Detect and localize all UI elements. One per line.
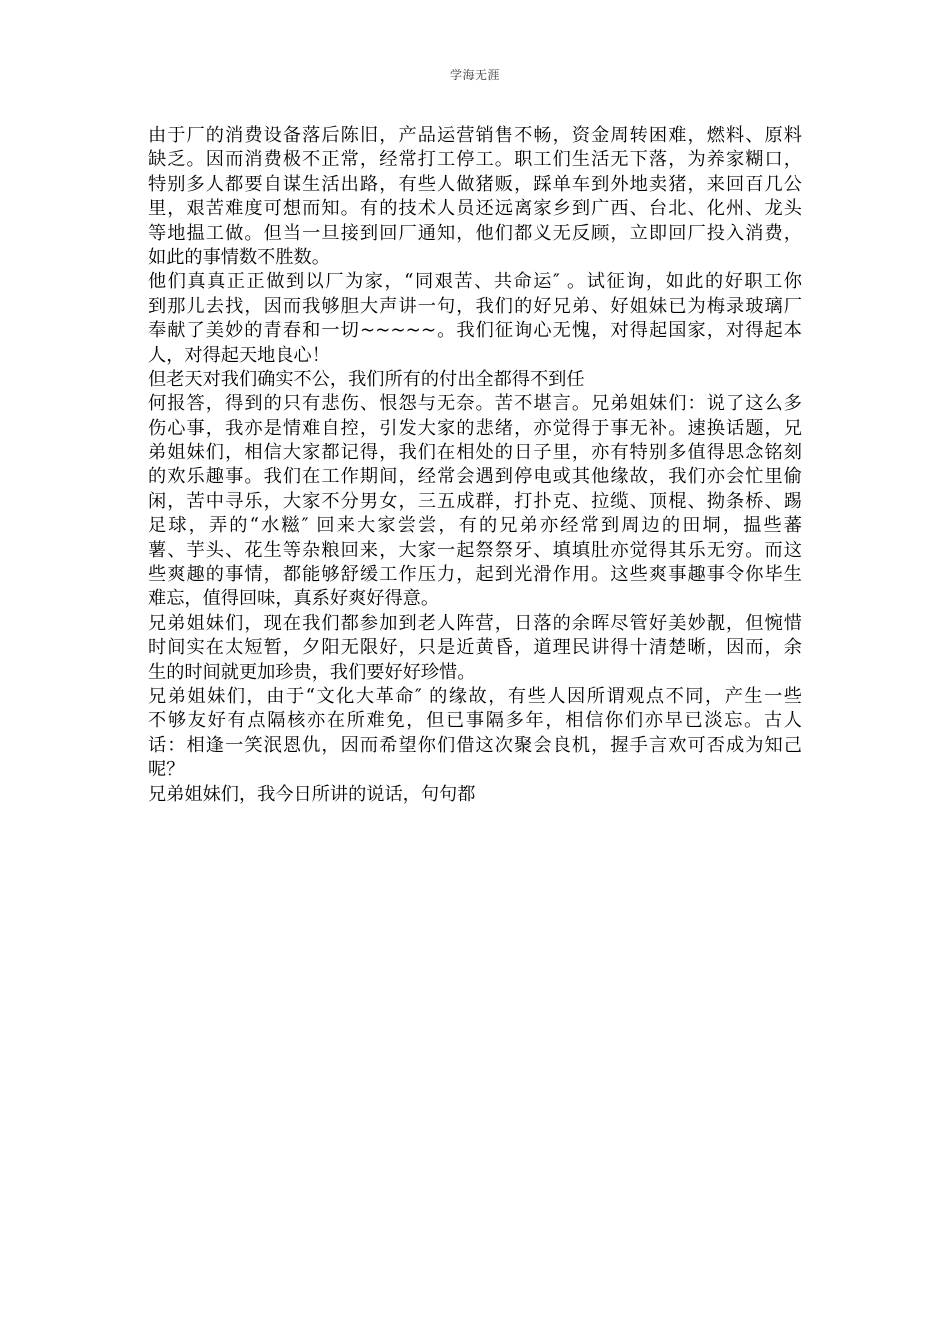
text-line: 但老天对我们确实不公，我们所有的付出全都得不到任 <box>148 368 585 390</box>
text-line: 伤心事，我亦是情难自控，引发大家的悲绪，亦觉得于事无补。速换话题，兄 <box>148 417 802 439</box>
text-line: 时间实在太短暂，夕阳无限好，只是近黄昏，道理民讲得十清楚晰，因而，余 <box>148 637 802 659</box>
text-line: 兄弟姐妹们，现在我们都参加到老人阵营，日落的余晖尽管好美妙靓，但惋惜 <box>148 612 802 634</box>
text-line: 人，对得起天地良心！ <box>148 344 330 366</box>
text-line: 他们真真正正做到以厂为家，“同艰苦、共命运″ 。试征询，如此的好职工你 <box>148 271 802 293</box>
text-line: 生的时间就更加珍贵，我们要好好珍惜。 <box>148 661 476 683</box>
body-text <box>148 124 802 807</box>
text-line: 的欢乐趣事。我们在工作期间，经常会遇到停电或其他缘故，我们亦会忙里偷 <box>148 466 802 488</box>
text-line: 由于厂的消费设备落后陈旧，产品运营销售不畅，资金周转困难，燃料、原料 <box>148 125 802 146</box>
text-line: 里，艰苦难度可想而知。有的技术人员还远离家乡到广西、台北、化州、龙头 <box>148 198 802 220</box>
text-line: 到那儿去找，因而我够胆大声讲一句，我们的好兄弟、好姐妹已为梅录玻璃厂 <box>148 295 802 317</box>
text-line: 兄弟姐妹们，由于“文化大革命″ 的缘故，有些人因所谓观点不同，产生一些 <box>148 685 802 707</box>
text-line: 不够友好有点隔核亦在所难免，但已事隔多年，相信你们亦早已淡忘。古人 <box>148 710 802 732</box>
text-line: 足球，弄的“水糍″ 回来大家尝尝，有的兄弟亦经常到周边的田垌，揾些蕃 <box>148 515 802 537</box>
text-line: 呢？ <box>148 759 185 781</box>
text-line: 等地揾工做。但当一旦接到回厂通知，他们都义无反顾，立即回厂投入消费， <box>148 222 802 244</box>
text-line: 闲，苦中寻乐，大家不分男女，三五成群，打扑克、拉缆、顶棍、拗条桥、踢 <box>148 490 802 512</box>
text-line: 特别多人都要自谋生活出路，有些人做猪贩，踩单车到外地卖猪，来回百几公 <box>148 173 802 195</box>
text-line: 薯、芋头、花生等杂粮回来，大家一起祭祭牙、填填肚亦觉得其乐无穷。而这 <box>148 539 802 561</box>
text-line: 些爽趣的事情，都能够舒缓工作压力，起到光滑作用。这些爽事趣事令你毕生 <box>148 564 802 586</box>
text-line: 难忘，值得回味，真系好爽好得意。 <box>148 588 440 610</box>
text-line: 弟姐妹们，相信大家都记得，我们在相处的日子里，亦有特别多值得思念铭刻 <box>148 442 802 464</box>
text-line: 何报答，得到的只有悲伤、恨怨与无奈。苦不堪言。兄弟姐妹们：说了这么多 <box>148 393 802 415</box>
page-header: 学海无涯 <box>449 68 500 82</box>
text-line: 如此的事情数不胜数。 <box>148 246 330 268</box>
text-line: 缺乏。因而消费极不正常，经常打工停工。职工们生活无下落，为养家糊口， <box>148 149 802 171</box>
text-line: 话：相逢一笑泯恩仇，因而希望你们借这次聚会良机，握手言欢可否成为知己 <box>148 734 802 756</box>
text-line: 兄弟姐妹们，我今日所讲的说话，句句都 <box>148 783 476 805</box>
text-line: 奉献了美妙的青春和一切~~~~~。我们征询心无愧，对得起国家，对得起本 <box>148 320 802 342</box>
